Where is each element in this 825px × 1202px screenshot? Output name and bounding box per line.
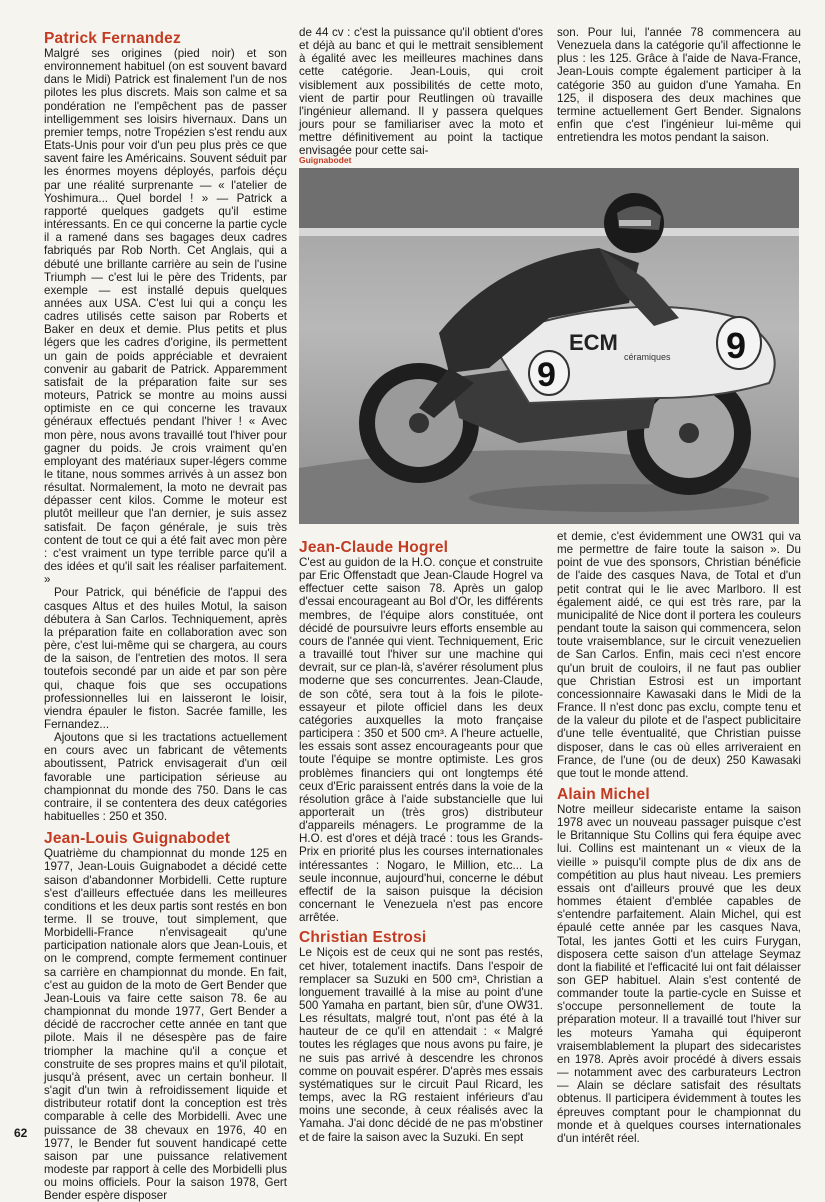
heading-estrosi: Christian Estrosi (299, 929, 427, 947)
column-3-top (557, 26, 801, 144)
race-number-front: 9 (726, 325, 747, 366)
fairing-brand: ECM (569, 330, 618, 355)
fernandez-paragraph-3: Ajoutons que si les tractations actuellement en cours avec un fabricant de vêtements aboutissent, Patrick envisagerait d'un œil favorable une participation sérieuse au championnat du monde des 750. Dans le cas contraire, il se contentera des deux catégories habituelles : 250 et 350. (44, 731, 287, 824)
estrosi-paragraph-col2: Le Niçois est de ceux qui ne sont pas restés, cet hiver, totalement inactifs. Dans l'espoir de remplacer sa Suzuki en 500 cm³, Christian a longuement travaillé à la mise au point d'une 500 Yamaha en partant, bien sûr, d'une OW31. Les résultats, malgré tout, n'ont pas été à la hauteur de ce qu'il en attendait : « Malgré toutes les réglages que nous avons pu faire, je ne suis pas arrivé à descendre les chronos comme on pouvait espérer. D'après mes essais systématiques sur le circuit Paul Ricard, les temps, avec la RG restaient inférieurs d'au moins une seconde, à ceux réalisés avec la Yamaha. J'ai donc décidé de ne pas m'obstiner et de faire la saison avec la Suzuki. En sept (299, 946, 543, 1144)
column-1 (44, 30, 287, 1202)
column-2-bottom (299, 539, 543, 1144)
column-2-top (299, 26, 543, 158)
fernandez-paragraph-2: Pour Patrick, qui bénéficie de l'appui des casques Altus et des huiles Motul, la saison débutera à San Carlos. Techniquement, après la préparation faite en collaboration avec son père, c'est lui-même qui se chargera, au cours de la saison, de l'entretien des motos. Il sera toutefois secondé par un aide et par son père qui, chaque fois que ses occupations professionnelles lui en laisseront le loisir, viendra épauler le fiston. Sacrée famille, les Fernandez... (44, 586, 287, 731)
heading-michel: Alain Michel (557, 785, 650, 803)
heading-fernandez: Patrick Fernandez (44, 30, 181, 47)
photo-caption: Guignabodet (299, 155, 352, 165)
heading-hogrel: Jean-Claude Hogrel (299, 539, 449, 556)
michel-paragraph: Notre meilleur sidecariste entame la saison 1978 avec un nouveau passager puisque c'est le Britannique Stu Collins qui fera équipe avec lui. Collins est maintenant un « vieux de la vieille » puisqu'il compte plus de dix ans de compétition au plus haut niveau. Les premiers essais ont d'ailleurs prouvé que les deux hommes étaient d'emblée capables de s'entendre parfaitement. Alain Michel, qui est épaulé cette année par les casques Nava, Total, les jantes Gotti et les cuirs Furygan, disposera cette saison d'un attelage Seymaz dont la fiabilité et l'efficacité lui ont fait délaisser son GEP habituel. Alain s'est contenté de commander toute la partie-cycle en Suisse et s'occupe personnellement de toute la préparation moteur. Il a travaillé tout l'hiver sur les moteurs Yamaha qui équiperont vraisemblablement la plupart des sidecaristes en 1978. Après avoir procédé à divers essais — notamment avec des carburateurs Lectron — Alain se déclare satisfait des résultats obtenus. Il participera évidemment à toutes les épreuves comptant pour le championnat du monde et à quelques courses internationales d'un intérêt réel. (557, 802, 801, 1145)
racing-photo (299, 168, 799, 524)
hogrel-paragraph: C'est au guidon de la H.O. conçue et construite par Eric Offenstadt que Jean-Claude Hogrel va effectuer cette saison 78. Après un galop d'essai encourageant au Bol d'Or, les différents membres, de l'équipe alors constituée, ont décidé de poursuivre leurs efforts ensemble au cours de l'année qui vient. Techniquement, Eric a travaillé tout l'hiver sur une machine qui devrait, sur ce plan-là, s'avérer résolument plus moderne que ses concurrentes. Jean-Claude, de son côté, sera tout à la fois le pilote-essayeur et pilote officiel dans les deux catégories auxquelles la moto française participera : 350 et 500 cm³. A l'heure actuelle, les essais sont assez encourageants pour que toute l'équipe se montre optimiste. Les gros problèmes financiers qui ont longtemps été ceux d'Eric paraissent entrés dans la voie de la résolution grâce à l'aide substancielle que lui apporterait un (très gros) distributeur d'appareils ménagers. Le programme de la H.O. est d'ores et déjà tracé : tous les Grands-Prix en priorité plus les courses internationales intéressantes : Nogaro, le Million, etc... La seule inconnue, aujourd'hui, concerne le début effectif de la saison puisque la décision concernant le Venezuela n'est pas encore arrêtée. (299, 556, 543, 925)
column-3-bottom (557, 530, 801, 1145)
fernandez-paragraph-1: Malgré ses origines (pied noir) et son environnement habituel (on est souvent bavard dans le Midi) Patrick est finalement l'un de nos pilotes les plus discrets. Mais son calme et sa pondération ne l'empêchent pas de passer intelligemment ses loisirs hivernaux. Dans un premier temps, notre Tropézien s'est rendu aux Etats-Unis pour voir d'un peu plus près ce que savent faire les Américains. Souvent séduit par les énormes moyens déployés, parfois déçu par une réalité surprenante — « l'atelier de Yoshimura... Quel bordel ! » — Patrick a rapporté quelques gadgets qu'il estime intéressants. En ce qui concerne la partie cycle il a ramené dans ses bagages deux cadres fabriqués par Rob North. Cet Anglais, qui a débuté une brillante carrière au sein de l'usine Triumph — c'est lui le père des Tridents, par exemple — est installé depuis quelques années aux USA. C'est lui qui a conçu les cadres utilisés cette saison par Roberts et Baker en deux et demie. Plus petits et plus légers que les cadres d'origine, ils permettent un gain de poids appréciable et devraient convenir au gabarit de Patrick. Apparemment satisfait de la préparation faite sur ses moteurs, Patrick se montre au moins aussi optimiste en ce qui concerne les travaux généraux effectués pendant l'hiver ! « Avec mon père, nous avons travaillé tout l'hiver pour gagner du poids. Je crois vraiment qu'en employant des matériaux super-légers comme le titane, nous sommes arrivés à un assez bon résultat. Normalement, la moto ne devrait pas dépasser cent kilos. Comme le moteur est plutôt meilleur que l'an dernier, je suis assez satisfait. De façon générale, je suis très content de tout ce qui a été fait avec mon père : c'est vraiment un type terrible parce qu'il a des idées et qu'il sait les réaliser parfaitement. » (44, 47, 287, 587)
page-number: 62 (14, 1126, 28, 1140)
guignabodet-paragraph-col3: son. Pour lui, l'année 78 commencera au Venezuela dans la catégorie qu'il affectionne le plus : les 125. Grâce à l'aide de Nava-France, Jean-Louis compte également participer à la catégorie 350 au guidon d'une Yamaha. En 125, il disposera des deux machines que termine actuellement Gert Bender. Signalons enfin que c'est l'ingénieur lui-même qui entretiendra les motos pendant la saison. (557, 26, 801, 145)
estrosi-paragraph-col3: et demie, c'est évidemment une OW31 qui va me permettre de faire toute la saison ». Du point de vue des sponsors, Christian bénéficie de l'aide des casques Nava, de Total et d'un petit contrat qui le lie avec Marlboro. Il est également aidé, ce qui est très rare, par la municipalité de Nice dont il portera les couleurs pendant toute la saison qui commencera, selon toute vraisemblance, sur le circuit venezuelien de San Carlos. Enfin, mais ceci n'est encore qu'un bruit de couloirs, il ne faut pas oublier que Christian Estrosi est un important concessionnaire Kawasaki dans le Midi de la France. Il n'est donc pas exclu, compte tenu et de la valeur du pilote et de l'aspect publicitaire d'une telle éventualité, que Christian puisse disposer, dans le cas où elles arriveraient en France, de l'une (ou de deux) 250 Kawasaki que tout le monde attend. (557, 530, 801, 780)
heading-guignabodet: Jean-Louis Guignabodet (44, 830, 231, 848)
race-number-side: 9 (537, 356, 556, 394)
motorcycle-illustration (299, 168, 799, 524)
guignabodet-paragraph-col1: Quatrième du championnat du monde 125 en 1977, Jean-Louis Guignabodet a décidé cette saison d'abandonner Morbidelli. Cette rupture s'est d'ailleurs effectuée dans les meilleures conditions et les deux partis sont restés en bon terme. Il se trouve, tout simplement, que Morbidelli-France n'envisageait qu'une participation nationale alors que Jean-Louis, et on le comprend, compte fermement continuer sa carrière en championnat du monde. En fait, c'est au guidon de la moto de Gert Bender que Jean-Louis va faire cette saison 78. 6e au championnat du monde 1977, Gert Bender a décidé de raccrocher cette année en tant que pilote. Mais il ne désespère pas de faire triompher la machine qu'il a conçue et construite de ses propres mains et qu'il pilotait, jusqu'à présent, avec un certain bonheur. Il s'agit d'un twin à refroidissement liquide et distributeur rotatif dont la conception est très comparable à celle des Morbidelli. Avec une puissance de 38 chevaux en 1976, 40 en 1977, le Bender fut souvent handicapé cette saison par une puissance relativement modeste par rapport à celle des Morbidelli plus ou moins officiels. Pour la saison 1978, Gert Bender espère disposer (44, 847, 287, 1202)
fairing-text: céramiques (624, 352, 671, 362)
guignabodet-paragraph-col2: de 44 cv : c'est la puissance qu'il obtient d'ores et déjà au banc et qui le mettrait sensiblement à égalité avec les meilleures machines dans cette catégorie. Jean-Louis, qui croit visiblement aux possibilités de cette moto, vient de partir pour Reutlingen où travaille l'ingénieur allemand. Il y passera quelques jours pour se familiariser avec la moto et mettre définitivement au point la tactique envisagée pour cette sai- (299, 26, 543, 158)
